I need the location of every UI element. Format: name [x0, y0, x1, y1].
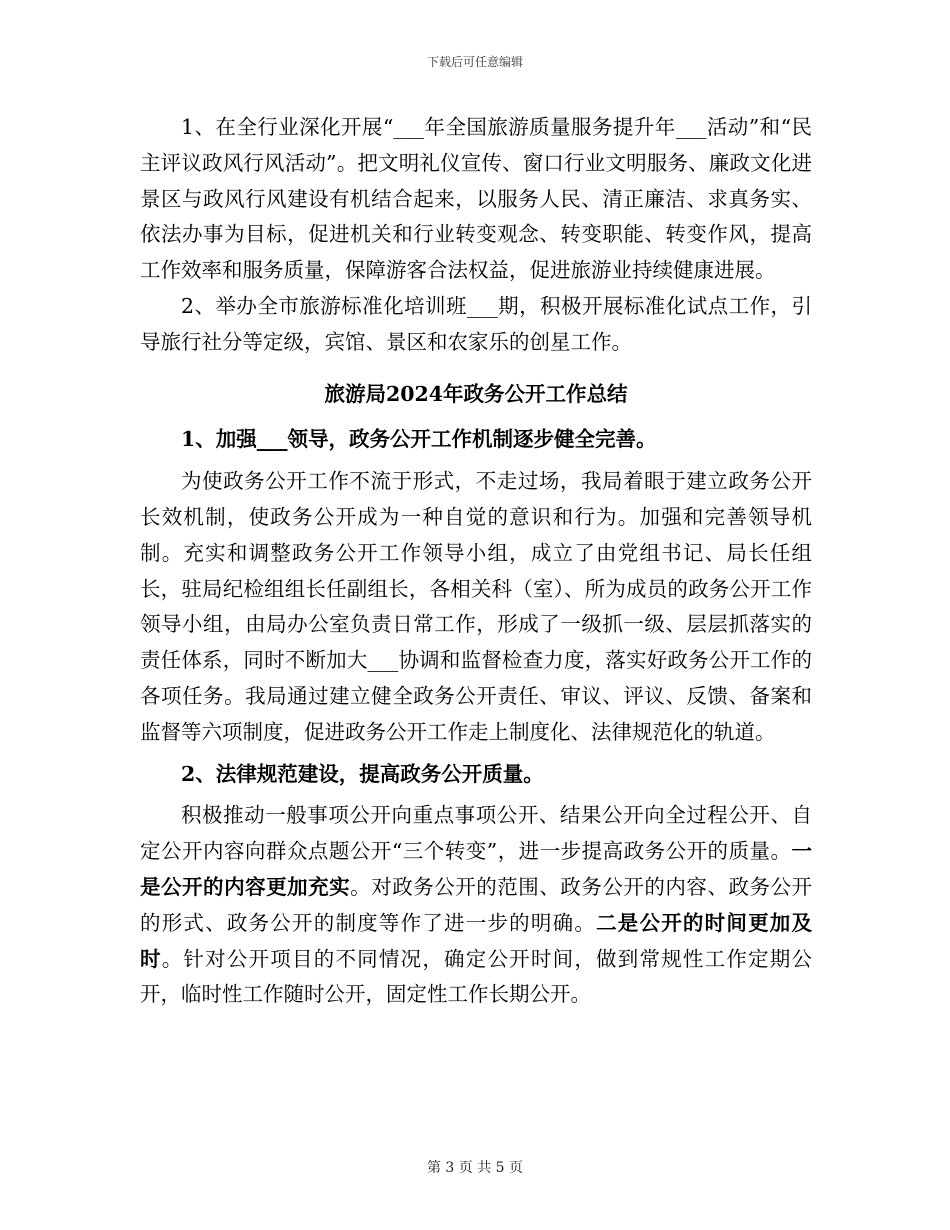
- part2-bold-point-1: 一是公开的内容更加充实: [140, 839, 812, 899]
- part2-body-mid: 。对政务公开的范围、政务公开的内容、政务公开的形式、政务公开的制度等作了进一步的明确。: [140, 874, 813, 935]
- page-footer: 第 3 页 共 5 页: [426, 1160, 524, 1176]
- part2-body: [140, 798, 812, 1013]
- part1-body: 为使政务公开工作不流于形式，不走过场，我局着眼于建立政务公开长效机制，使政务公开成为一种自觉的意识和行为。加强和完善领导机制。充实和调整政务公开工作领导小组，成立了由党组书记、局长任组长，驻局纪检组组长任副组长，各相关科（室）、所为成员的政务公开工作领导小组，由局办公室负责日常工作，形成了一级抓一级、层层抓落实的责任体系，同时不断加大___协调和监督检查力度，落实好政务公开工作的各项任务。我局通过建立健全政务公开责任、审议、评议、反馈、备案和监督等六项制度，促进政务公开工作走上制度化、法律规范化的轨道。: [140, 469, 812, 744]
- part2-body-end: 。针对公开项目的不同情况，确定公开时间，做到常规性工作定期公开，临时性工作随时公开，固定性工作长期公开。: [140, 946, 813, 1007]
- part2-body-start: 积极推动一般事项公开向重点事项公开、结果公开向全过程公开、自定公开内容向群众点题公开“三个转变”，进一步提高政务公开的质量。: [140, 803, 812, 864]
- part2-bold-point-2: 二是公开的时间更加及时: [140, 910, 813, 971]
- section1-paragraph-2: 2、举办全市旅游标准化培训班___期，积极开展标准化试点工作，引导旅行社分等定级，宾馆、景区和农家乐的创星工作。: [140, 293, 812, 354]
- page-header: 下载后可任意编辑: [426, 55, 523, 69]
- document-body: [140, 110, 812, 1013]
- section1-paragraph-1: 1、在全行业深化开展“___年全国旅游质量服务提升年___活动”和“民主评议政风行风活动”。把文明礼仪宣传、窗口行业文明服务、廉政文化进景区与政风行风建设有机结合起来，以服务人民、清正廉洁、求真务实、依法办事为目标，促进机关和行业转变观念、转变职能、转变作风，提高工作效率和服务质量，保障游客合法权益，促进旅游业持续健康进展。: [140, 115, 812, 283]
- part2-heading: 2、法律规范建设，提高政务公开质量。: [181, 761, 544, 786]
- part1-heading: 1、加强___领导，政务公开工作机制逐步健全完善。: [181, 427, 657, 452]
- document-title: 旅游局2024年政务公开工作总结: [324, 381, 628, 406]
